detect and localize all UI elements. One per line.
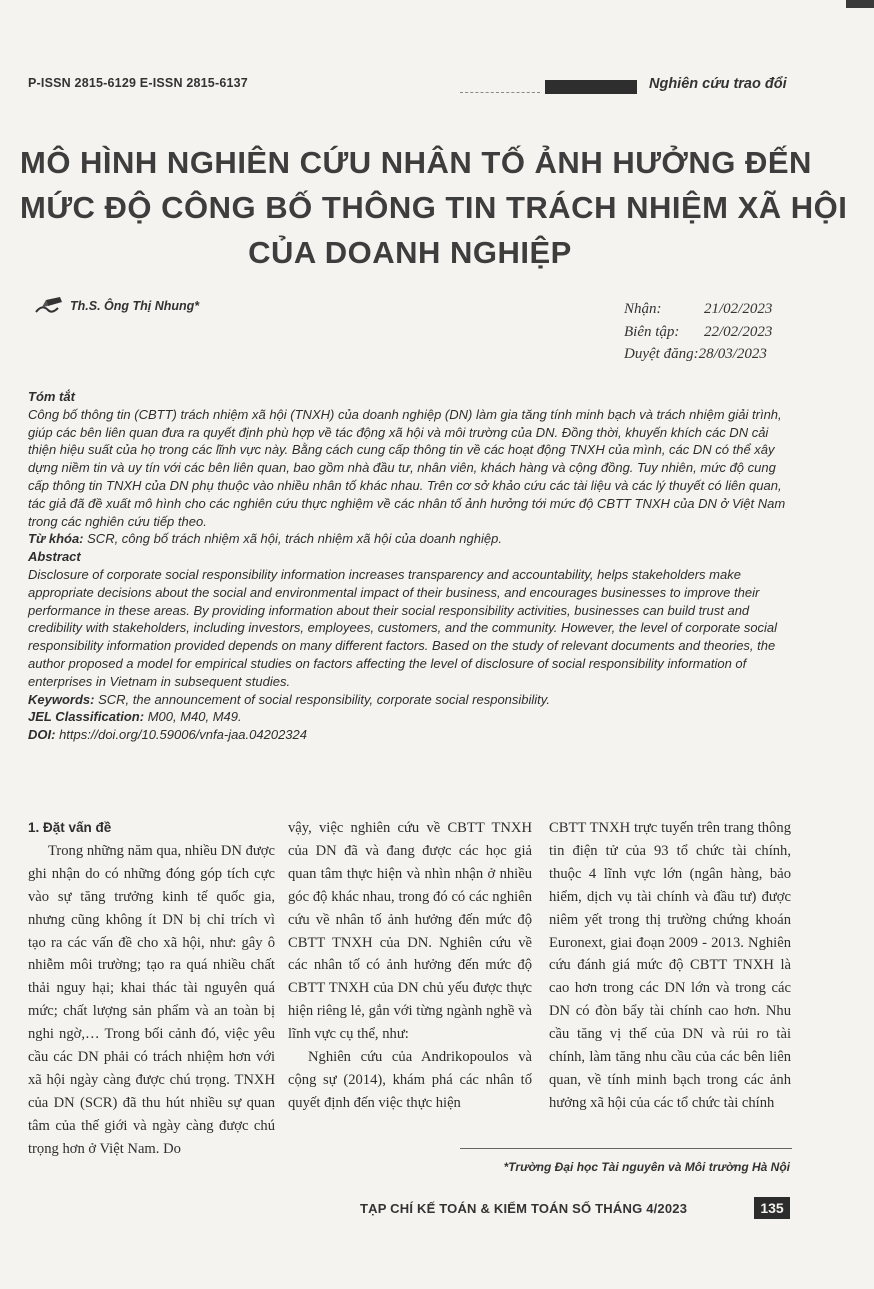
doi-label: DOI: — [28, 727, 56, 743]
header-bar — [545, 80, 637, 94]
article-title — [20, 140, 848, 275]
summary-keywords-label: Từ khóa: — [28, 531, 84, 547]
footnote: *Trường Đại học Tài nguyên và Môi trường Hà Nội — [503, 1160, 790, 1174]
title-line-3: CỦA DOANH NGHIỆP — [248, 235, 572, 270]
body-column-2 — [288, 817, 532, 1115]
header-divider — [460, 92, 540, 93]
col3-paragraph: CBTT TNXH trực tuyến trên trang thông tin điện tử của 93 tổ chức tài chính, thuộc 4 lĩnh vực lớn (ngân hàng, bảo hiểm, dịch vụ tài chính và đầu tư) được niêm yết trong thị trường chứng khoán Euronext, giai đoạn 2009 - 2013. Nghiên cứu đánh giá mức độ CBTT TNXH là cao hơn trong các DN lớn và trong các DN có đòn bẩy tài chính cao hơn. Nhu cầu tăng vị thế của DN và rủi ro tài chính, làm tăng nhu cầu của các bên liên quan, về tính minh bạch trong các ảnh hưởng xã hội của các tổ chức tài chính — [549, 820, 791, 1111]
abstract-keywords-label: Keywords: — [28, 691, 95, 707]
jel-codes: M00, M40, M49. — [147, 709, 242, 725]
approved-row — [624, 343, 772, 366]
summary-heading: Tóm tắt — [28, 389, 75, 404]
doi-line — [28, 726, 793, 744]
abstract-keywords-text: SCR, the announcement of social responsibility, corporate social responsibility. — [98, 691, 550, 707]
received-date: 21/02/2023 — [704, 301, 773, 317]
summary-abstract-block — [28, 388, 793, 744]
summary-keywords-text: SCR, công bố trách nhiệm xã hội, trách nhiệm xã hội của doanh nghiệp. — [87, 531, 502, 547]
summary-text: Công bố thông tin (CBTT) trách nhiệm xã hội (TNXH) của doanh nghiệp (DN) làm gia tăng tính minh bạch và trách nhiệm giải trình, giúp các bên liên quan đưa ra quyết định phù hợp về tác động xã hội và môi trường của DN. Đồng thời, khuyến khích các DN cải thiện hiệu suất của họ trong các lĩnh vực này. Bằng cách cung cấp thông tin về các hoạt động TNXH của mình, các DN có thể xây dựng niềm tin và uy tín với các bên liên quan, bao gồm nhà đầu tư, nhân viên, khách hàng và cộng đồng. Tuy nhiên, mức độ cung cấp thông tin TNXH của DN phụ thuộc vào nhiều nhân tố khác nhau. Trên cơ sở khảo cứu các tài liệu và các lý thuyết có liên quan, tác giả đã đề xuất mô hình cho các nghiên cứu thực nghiệm về các nhân tố ảnh hưởng tới mức độ CBTT TNXH của DN ở Việt Nam trong các nghiên cứu tiếp theo. — [28, 406, 786, 529]
footnote-rule — [460, 1148, 792, 1149]
edited-date: 22/02/2023 — [704, 323, 773, 340]
abstract-heading: Abstract — [28, 549, 81, 565]
section-tag: Nghiên cứu trao đổi — [649, 76, 787, 92]
col2-paragraph-1: vậy, việc nghiên cứu về CBTT TNXH của DN đã và đang được các học giả quan tâm thực hiện và nhìn nhận ở nhiều góc độ khác nhau, trong đó có các nghiên cứu về nhân tố ảnh hưởng đến mức độ CBTT TNXH của DN. Nghiên cứu về các nhân tố có ảnh hưởng đến mức độ CBTT TNXH của DN chủ yếu được thực hiện riêng lẻ, gắn với từng ngành nghề và lĩnh vực cụ thể, như: — [288, 820, 532, 1043]
jel-classification — [28, 708, 793, 726]
pen-writing-icon — [34, 296, 64, 316]
edited-row — [624, 321, 772, 344]
received-row — [624, 298, 772, 321]
title-line-1: MÔ HÌNH NGHIÊN CỨU NHÂN TỐ ẢNH HƯỞNG ĐẾN — [20, 145, 812, 180]
received-label: Nhận: — [624, 301, 662, 317]
page-number: 135 — [754, 1197, 790, 1219]
body-column-1 — [28, 817, 275, 1161]
body-column-3 — [549, 817, 791, 1115]
approved-label: Duyệt đăng: — [624, 346, 699, 362]
title-line-2: MỨC ĐỘ CÔNG BỐ THÔNG TIN TRÁCH NHIỆM XÃ HỘI — [20, 190, 848, 225]
dates-block — [624, 298, 772, 366]
journal-footer: TẠP CHÍ KẾ TOÁN & KIỂM TOÁN SỐ THÁNG 4/2023 — [360, 1201, 688, 1216]
corner-mark — [846, 0, 874, 8]
author-name: Th.S. Ông Thị Nhung* — [70, 299, 200, 313]
col1-paragraph: Trong những năm qua, nhiều DN được ghi nhận do có những đóng góp tích cực vào sự tăng trưởng kinh tế quốc gia, nhưng cũng không ít DN bị chỉ trích vì tạo ra các vấn đề cho xã hội, như: gây ô nhiễm môi trường; tạo ra quá nhiều chất thải nguy hại; khai thác tài nguyên quá mức; chất lượng sản phẩm và an toàn bị nghi ngờ,… Trong bối cảnh đó, việc yêu cầu các DN phải có trách nhiệm hơn với xã hội ngày càng được chú trọng. TNXH của DN (SCR) đã thu hút nhiều sự quan tâm của thế giới và ngày càng được chú trọng hơn ở Việt Nam. Do — [28, 842, 275, 1157]
abstract-text: Disclosure of corporate social responsibility information increases transparency and accountability, helps stakeholders make appropriate decisions about the social and environmental impact of their business, and encourages businesses to improve their performance in these areas. By providing information about their social responsibility activities, businesses can build trust and credibility with stakeholders, including investors, employees, customers, and the community. However, the level of corporate social responsibility information provided depends on many different factors. Based on the study of relevant documents and theories, the author proposed a model for empirical studies on factors affecting the level of disclosure of social responsibility information of enterprises in Vietnam in subsequent studies. — [28, 566, 778, 689]
doi-link[interactable]: https://doi.org/10.59006/vnfa-jaa.04202324 — [59, 727, 307, 743]
section-heading: 1. Đặt vấn đề — [28, 820, 112, 835]
approved-date: 28/03/2023 — [698, 346, 767, 362]
summary-keywords — [28, 530, 793, 548]
edited-label: Biên tập: — [624, 323, 680, 340]
abstract-keywords — [28, 691, 793, 709]
col2-paragraph-2: Nghiên cứu của Andrikopoulos và cộng sự (2014), khám phá các nhân tố quyết định đến việc thực hiện — [288, 1049, 532, 1111]
author-row — [34, 296, 199, 316]
issn-line: P-ISSN 2815-6129 E-ISSN 2815-6137 — [28, 76, 248, 90]
jel-label: JEL Classification: — [28, 709, 145, 725]
